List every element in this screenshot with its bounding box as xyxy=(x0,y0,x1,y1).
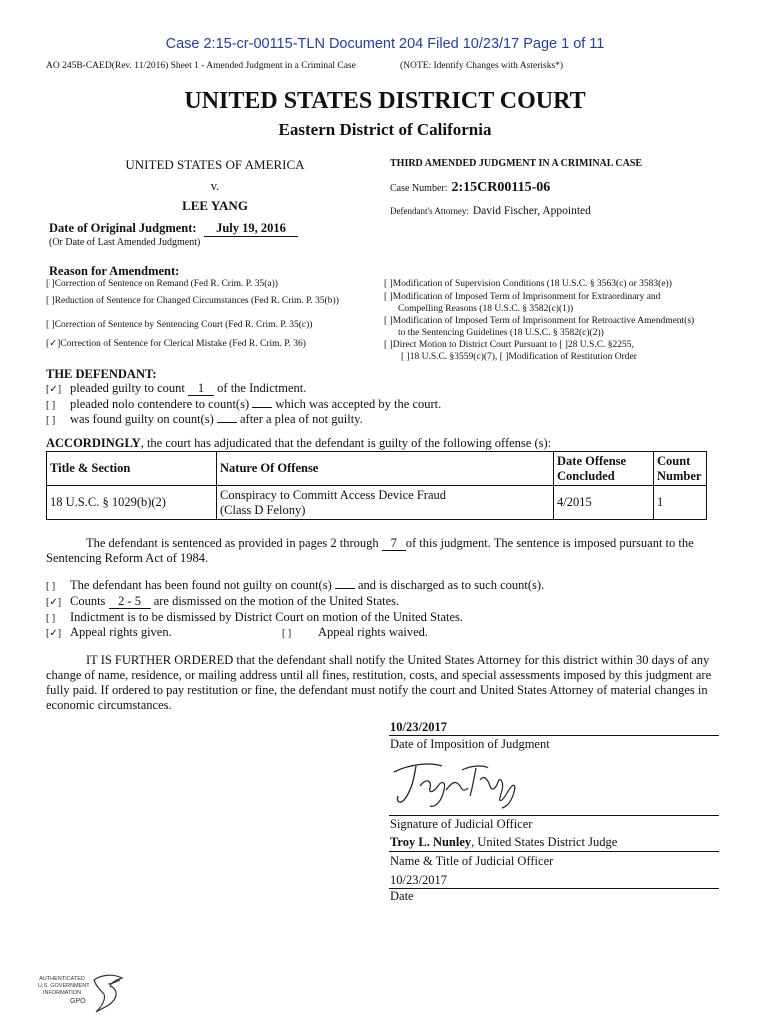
imposition-date: 10/23/2017 xyxy=(390,720,447,734)
checkbox[interactable]: [ ] xyxy=(499,352,509,362)
signed-date: 10/23/2017 xyxy=(390,873,447,887)
checkbox[interactable]: [ ] xyxy=(46,400,56,411)
ordered-line-3: fully paid. If ordered to pay restitution or fine, the defendant must notify the court and United States Attorney of material changes in xyxy=(46,683,708,697)
plaintiff: UNITED STATES OF AMERICA xyxy=(125,157,305,172)
cell-count: 1 xyxy=(654,486,707,520)
checkbox[interactable]: [ ] xyxy=(46,415,56,426)
appeal-waived-row xyxy=(282,625,428,640)
amendment-heading: Reason for Amendment: xyxy=(49,264,180,278)
disposition-2: [✓] Counts 2 - 5 are dismissed on the motion of the United States. xyxy=(46,594,400,608)
checkbox[interactable]: [ ] xyxy=(384,340,393,350)
attorney-label: Defendant's Attorney: xyxy=(390,206,469,216)
checkbox[interactable]: [ ] xyxy=(46,581,56,592)
header-nature: Nature Of Offense xyxy=(217,452,554,486)
court-title: UNITED STATES DISTRICT COURT xyxy=(184,88,586,114)
pages-blank: 7 xyxy=(382,537,406,551)
checkbox[interactable]: [ ] xyxy=(46,320,55,330)
amend-left-2: [ ]Reduction of Sentence for Changed Circumstances (Fed R. Crim. P. 35(b)) xyxy=(46,296,339,306)
form-identifier: AO 245B-CAED(Rev. 11/2016) Sheet 1 - Amended Judgment in a Criminal Case xyxy=(46,61,356,71)
amend-right-2-cont: Compelling Reasons (18 U.S.C. § 3582(c)(1)) xyxy=(398,304,574,314)
signature-line xyxy=(389,815,719,816)
defendant-item-1: [✓] pleaded guilty to count 1 of the Indictment. xyxy=(46,381,307,395)
original-judgment-label: Date of Original Judgment: xyxy=(49,221,197,235)
counts-blank: 2 - 5 xyxy=(109,595,151,609)
checkbox[interactable]: [ ] xyxy=(559,340,568,350)
divider xyxy=(389,735,719,736)
divider xyxy=(389,888,719,889)
sentence-line-2: Sentencing Reform Act of 1984. xyxy=(46,551,209,565)
judge-name: Troy L. Nunley xyxy=(390,835,472,849)
disposition-3: [ ] Indictment is to be dismissed by District Court on motion of the United States. xyxy=(46,610,464,624)
header-title-section: Title & Section xyxy=(47,452,217,486)
case-number: 2:15CR00115-06 xyxy=(451,180,551,195)
accordingly: ACCORDINGLY, the court has adjudicated that the defendant is guilty of the following offense (s): xyxy=(46,436,552,450)
checkbox[interactable]: [ ] xyxy=(384,292,393,302)
attorney-row xyxy=(390,201,591,219)
amend-right-3-cont: to the Sentencing Guidelines (18 U.S.C. § 3582(c)(2)) xyxy=(398,328,604,338)
attorney-name: David Fischer, Appointed xyxy=(472,205,591,217)
table-row xyxy=(47,486,707,520)
checkbox[interactable]: [ ] xyxy=(46,279,55,289)
case-number-label: Case Number: xyxy=(390,183,448,194)
name-title-label: Name & Title of Judicial Officer xyxy=(390,854,554,868)
table-header-row xyxy=(47,452,707,486)
appeal-waived: Appeal rights waived. xyxy=(318,625,429,639)
filing-header: Case 2:15-cr-00115-TLN Document 204 Filed 10/23/17 Page 1 of 11 xyxy=(165,36,605,52)
amend-right-2: [ ]Modification of Imposed Term of Imprisonment for Extraordinary and xyxy=(384,292,661,302)
checkbox[interactable]: [ ] xyxy=(46,613,56,624)
ordered-line-1: IT IS FURTHER ORDERED that the defendant shall notify the United States Attorney for this district within 30 days of any xyxy=(86,653,710,667)
cell-date: 4/2015 xyxy=(554,486,654,520)
amend-right-4: [ ]Direct Motion to District Court Pursuant to [ ]28 U.S.C. §2255, xyxy=(384,340,634,350)
count-blank xyxy=(217,422,237,423)
amend-left-3: [ ]Correction of Sentence by Sentencing Court (Fed R. Crim. P. 35(c)) xyxy=(46,320,313,330)
judge-signature-image xyxy=(390,756,530,816)
appeal-row xyxy=(46,625,172,640)
amend-right-3: [ ]Modification of Imposed Term of Imprisonment for Retroactive Amendment(s) xyxy=(384,316,695,326)
offense-table xyxy=(46,451,707,520)
imposition-label: Date of Imposition of Judgment xyxy=(390,737,550,751)
court-district: Eastern District of California xyxy=(278,120,492,139)
amend-right-5: [ ]18 U.S.C. §3559(c)(7), [ ]Modification of Restitution Order xyxy=(401,352,637,362)
checkbox[interactable]: [✓] xyxy=(46,384,62,395)
disposition-1: [ ] The defendant has been found not guilty on count(s) and is discharged as to such count(s). xyxy=(46,578,545,592)
judge-name-row xyxy=(390,835,617,850)
count-blank xyxy=(335,588,355,589)
checkbox[interactable]: [ ] xyxy=(282,628,292,639)
ordered-line-4: economic circumstances. xyxy=(46,698,172,712)
checkbox[interactable]: [✓] xyxy=(46,597,62,608)
header-date-concluded: Date Offense Concluded xyxy=(554,452,654,486)
judgment-type: THIRD AMENDED JUDGMENT IN A CRIMINAL CASE xyxy=(390,158,643,169)
divider xyxy=(389,851,719,852)
amend-right-1: [ ]Modification of Supervision Conditions (18 U.S.C. § 3563(c) or 3583(e)) xyxy=(384,279,672,289)
date-label: Date xyxy=(390,889,414,903)
judge-title: , United States District Judge xyxy=(471,835,618,849)
case-number-row xyxy=(390,178,550,196)
original-judgment-note: (Or Date of Last Amended Judgment) xyxy=(49,237,201,248)
sentence-line-1: The defendant is sentenced as provided in pages 2 through 7 of this judgment. The sentence is imposed pursuant to the xyxy=(86,536,694,550)
ordered-line-2: change of name, residence, or mailing address until all fines, restitution, costs, and special assessments imposed by this judgment are xyxy=(46,668,712,682)
defendant-heading: THE DEFENDANT: xyxy=(46,367,157,381)
checkbox[interactable]: [ ] xyxy=(401,352,410,362)
checkbox[interactable]: [ ] xyxy=(384,279,393,289)
count-blank: 1 xyxy=(188,382,214,396)
defendant-item-2: [ ] pleaded nolo contendere to count(s) which was accepted by the court. xyxy=(46,397,442,411)
count-blank xyxy=(252,407,272,408)
cell-title-section: 18 U.S.C. § 1029(b)(2) xyxy=(47,486,217,520)
header-count-number: Count Number xyxy=(654,452,707,486)
appeal-given: Appeal rights given. xyxy=(70,625,172,639)
signature-label: Signature of Judicial Officer xyxy=(390,817,533,831)
gpo-mark: GPO xyxy=(70,998,86,1005)
cell-nature: Conspiracy to Committ Access Device Fraud (Class D Felony) xyxy=(217,486,554,520)
gpo-authentication-seal xyxy=(38,972,138,1016)
versus: v. xyxy=(210,179,220,193)
eagle-icon xyxy=(88,972,128,1016)
form-note: (NOTE: Identify Changes with Asterisks*) xyxy=(400,61,564,71)
original-judgment-date: July 19, 2016 xyxy=(204,221,298,237)
checkbox[interactable]: [ ] xyxy=(384,316,393,326)
gpo-seal-text: AUTHENTICATED U.S. GOVERNMENT INFORMATION xyxy=(38,976,90,996)
checkbox[interactable]: [✓] xyxy=(46,628,62,639)
amend-left-1: [ ]Correction of Sentence on Remand (Fed R. Crim. P. 35(a)) xyxy=(46,279,278,289)
checkbox[interactable]: [✓] xyxy=(46,339,61,349)
amend-left-4: [✓]Correction of Sentence for Clerical Mistake (Fed R. Crim. P. 36) xyxy=(46,339,306,349)
defendant-item-3: [ ] was found guilty on count(s) after a plea of not guilty. xyxy=(46,412,363,426)
defendant-name: LEE YANG xyxy=(182,198,248,213)
checkbox[interactable]: [ ] xyxy=(46,296,55,306)
